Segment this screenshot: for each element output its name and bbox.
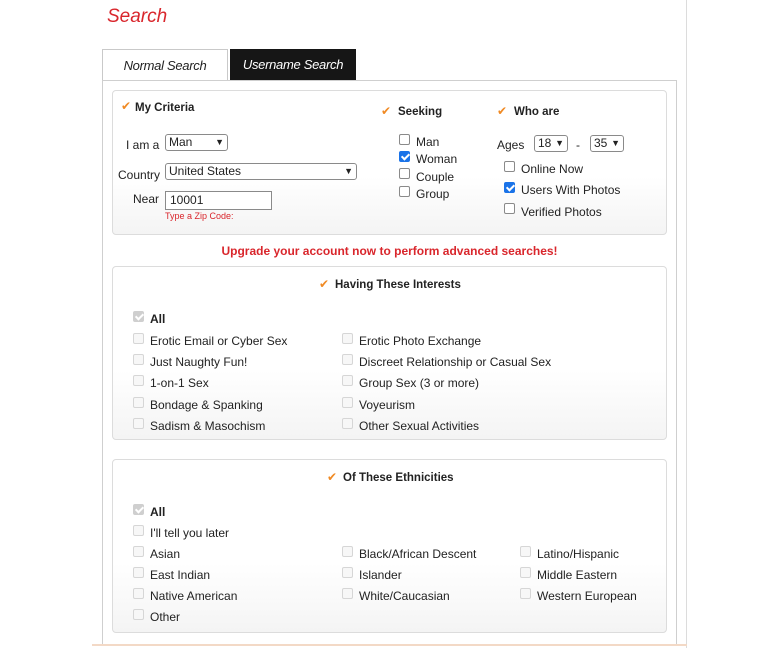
ages-label: Ages (497, 138, 525, 152)
interest-label: Bondage & Spanking (150, 398, 263, 412)
seeking-couple-label: Couple (416, 170, 455, 184)
seeking-man-label: Man (416, 135, 440, 149)
i-am-select[interactable]: Man ▼ (165, 134, 228, 151)
ethnicity-checkbox[interactable] (133, 588, 144, 599)
upgrade-notice[interactable]: Upgrade your account now to perform advanced searches! (221, 244, 558, 258)
ethnicity-checkbox[interactable] (520, 546, 531, 557)
checkmark-icon: ✔ (327, 470, 338, 484)
my-criteria-heading: My Criteria (135, 102, 195, 114)
ethnicity-checkbox[interactable] (342, 588, 353, 599)
verified-photos-checkbox[interactable] (504, 203, 515, 214)
interest-checkbox[interactable] (133, 333, 144, 344)
interest-checkbox[interactable] (342, 418, 353, 429)
ethnicity-checkbox[interactable] (133, 567, 144, 578)
seeking-group-checkbox[interactable] (399, 186, 410, 197)
interest-label: Just Naughty Fun! (150, 355, 248, 369)
ethnicity-label: Islander (359, 568, 402, 582)
ethnicity-checkbox[interactable] (520, 567, 531, 578)
ethnicity-later-checkbox[interactable] (133, 525, 144, 536)
users-with-photos-checkbox[interactable] (504, 182, 515, 193)
seeking-heading: Seeking (398, 106, 443, 118)
country-label: Country (118, 168, 161, 182)
chevron-down-icon: ▼ (344, 166, 353, 176)
ethnicity-label: Middle Eastern (537, 568, 618, 582)
footer-divider (92, 644, 687, 646)
interest-checkbox[interactable] (133, 418, 144, 429)
interests-panel (112, 266, 667, 440)
country-select[interactable]: United States ▼ (165, 163, 357, 180)
interest-checkbox[interactable] (342, 397, 353, 408)
page-title: Search (107, 6, 168, 27)
interest-label: Other Sexual Activities (359, 419, 480, 433)
age-max-select[interactable]: 35 ▼ (590, 135, 624, 152)
age-min-select[interactable]: 18 ▼ (534, 135, 568, 152)
page-divider (686, 0, 687, 648)
users-with-photos-label: Users With Photos (521, 183, 621, 197)
interest-checkbox[interactable] (342, 375, 353, 386)
interests-all-label: All (150, 312, 166, 326)
criteria-panel (112, 90, 667, 235)
interest-checkbox[interactable] (133, 375, 144, 386)
ethnicity-checkbox[interactable] (342, 567, 353, 578)
checkmark-icon: ✔ (381, 104, 392, 118)
checkmark-icon: ✔ (497, 104, 508, 118)
chevron-down-icon: ▼ (611, 138, 620, 148)
checkmark-icon: ✔ (121, 99, 132, 113)
ethnicity-checkbox[interactable] (520, 588, 531, 599)
online-now-checkbox[interactable] (504, 161, 515, 172)
tab-username-search[interactable]: Username Search (230, 49, 356, 80)
ethnicity-label: White/Caucasian (359, 589, 450, 603)
zip-code-hint: Type a Zip Code: (165, 211, 234, 221)
interest-checkbox[interactable] (342, 354, 353, 365)
interest-label: 1-on-1 Sex (150, 376, 209, 390)
interest-label: Erotic Email or Cyber Sex (150, 334, 288, 348)
chevron-down-icon: ▼ (555, 138, 564, 148)
seeking-group-label: Group (416, 187, 450, 201)
zip-code-input[interactable]: 10001 (165, 191, 272, 210)
ethnicity-later-label: I'll tell you later (150, 526, 229, 540)
interest-label: Group Sex (3 or more) (359, 376, 480, 390)
ethnicities-heading: Of These Ethnicities (343, 472, 454, 484)
ethnicity-label: Western European (537, 589, 637, 603)
interests-all-checkbox[interactable] (133, 311, 144, 322)
near-label: Near (133, 192, 160, 206)
ethnicity-label: East Indian (150, 568, 211, 582)
ethnicity-label: Asian (150, 547, 181, 561)
ethnicity-checkbox[interactable] (342, 546, 353, 557)
seeking-woman-checkbox[interactable] (399, 151, 410, 162)
ethnicity-label: Native American (150, 589, 238, 603)
interest-checkbox[interactable] (342, 333, 353, 344)
seeking-woman-label: Woman (416, 152, 458, 166)
interest-label: Sadism & Masochism (150, 419, 266, 433)
verified-photos-label: Verified Photos (521, 205, 602, 219)
interest-label: Voyeurism (359, 398, 416, 412)
interest-checkbox[interactable] (133, 354, 144, 365)
ethnicities-all-checkbox[interactable] (133, 504, 144, 515)
chevron-down-icon: ▼ (215, 137, 224, 147)
ethnicity-checkbox[interactable] (133, 546, 144, 557)
interest-label: Erotic Photo Exchange (359, 334, 482, 348)
ethnicities-all-label: All (150, 505, 166, 519)
who-are-heading: Who are (514, 106, 560, 118)
interest-checkbox[interactable] (133, 397, 144, 408)
interests-heading: Having These Interests (335, 279, 461, 291)
checkmark-icon: ✔ (319, 277, 330, 291)
i-am-label: I am a (126, 138, 160, 152)
ethnicities-panel (112, 459, 667, 633)
seeking-couple-checkbox[interactable] (399, 168, 410, 179)
ethnicity-checkbox[interactable] (133, 609, 144, 620)
tab-normal-search[interactable]: Normal Search (102, 49, 228, 80)
interest-label: Discreet Relationship or Casual Sex (359, 355, 552, 369)
seeking-man-checkbox[interactable] (399, 134, 410, 145)
online-now-label: Online Now (521, 162, 584, 176)
ethnicity-label: Latino/Hispanic (537, 547, 620, 561)
ethnicity-label: Black/African Descent (359, 547, 477, 561)
age-separator: - (576, 138, 580, 152)
ethnicity-label: Other (150, 610, 181, 624)
